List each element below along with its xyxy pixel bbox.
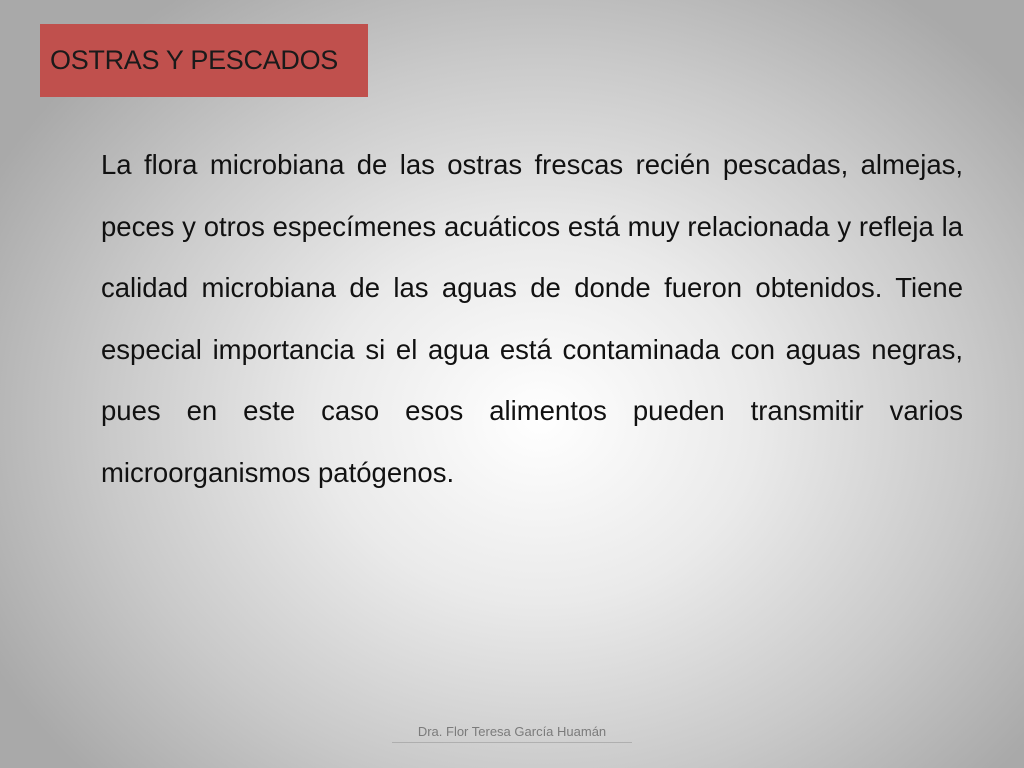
body-paragraph: La flora microbiana de las ostras frescas recién pescadas, almejas, peces y otros especímenes acuáticos está muy relacionada y refleja la calidad microbiana de las aguas de donde fueron obtenidos. Tiene especial importancia si el agua está contaminada con aguas negras, pues en este caso esos alimentos pueden transmitir varios microorganismos patógenos. — [101, 149, 963, 488]
slide-title: OSTRAS Y PESCADOS — [50, 45, 338, 75]
title-box — [40, 24, 368, 97]
footer-divider — [392, 742, 632, 743]
footer-author: Dra. Flor Teresa García Huamán — [417, 724, 607, 739]
